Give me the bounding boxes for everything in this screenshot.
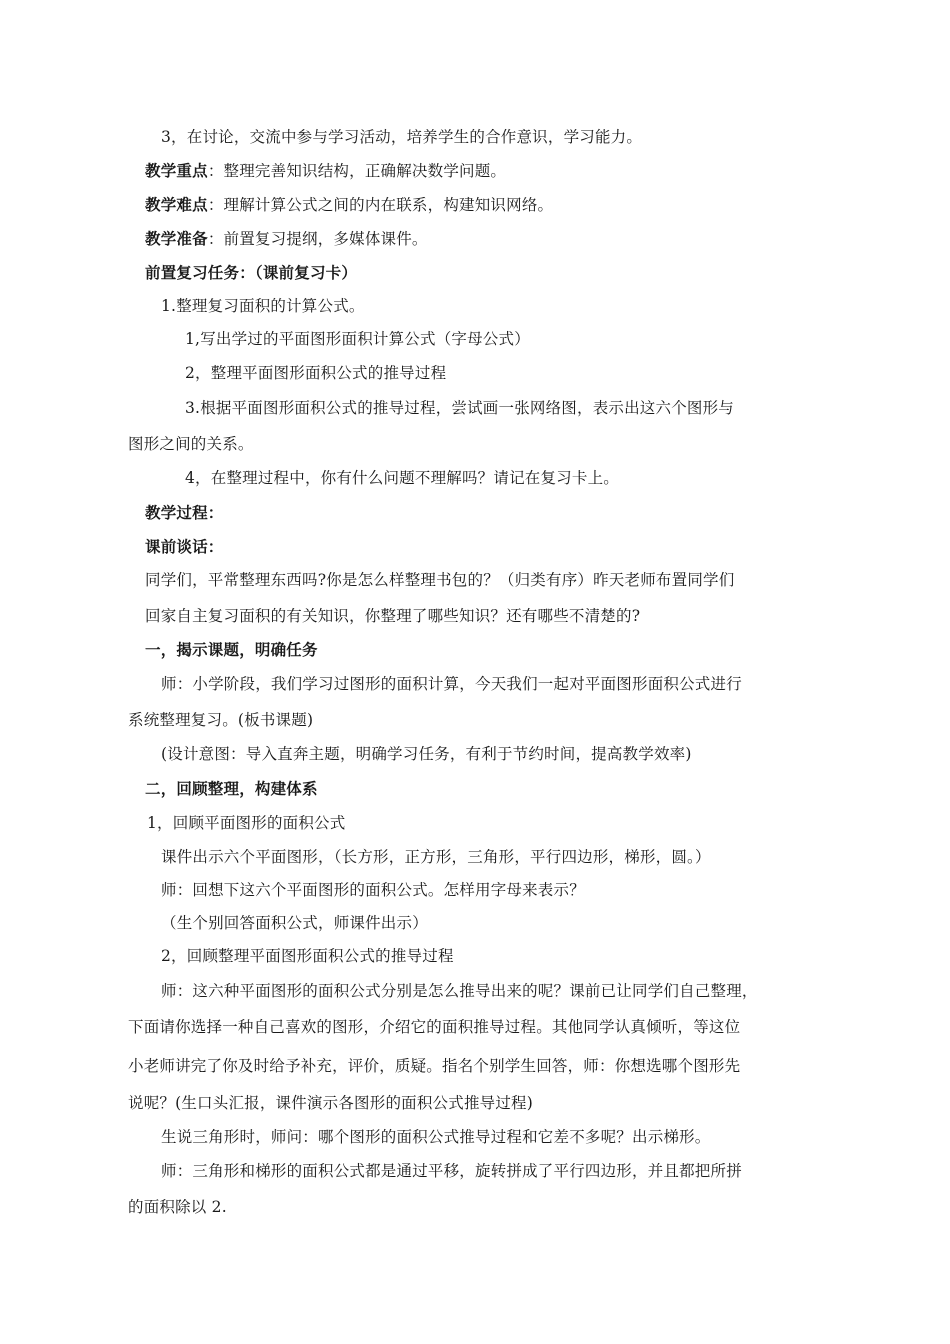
- pre-review-sub-3: 3.根据平面图形面积公式的推导过程，尝试画一张网络图，表示出这六个图形与: [185, 399, 734, 417]
- difficult-points: [145, 195, 553, 215]
- section-1-para-line-2: 系统整理复习。(板书课题): [128, 711, 314, 729]
- section-2-sub-1: 1，回顾平面图形的面积公式: [147, 814, 346, 832]
- difficult-points-label: 教学难点: [145, 195, 208, 214]
- pre-review-heading: 前置复习任务：（课前复习卡）: [145, 263, 358, 282]
- preparation-label: 教学准备: [145, 229, 208, 248]
- process-heading: 教学过程：: [145, 503, 224, 522]
- courseware-shapes: 课件出示六个平面图形，（长方形，正方形，三角形，平行四边形，梯形，圆。）: [161, 848, 711, 866]
- objective-3: 3，在讨论，交流中参与学习活动，培养学生的合作意识，学习能力。: [161, 128, 643, 146]
- student-answer-note: （生个别回答面积公式，师课件出示）: [161, 914, 428, 932]
- section-2-sub-2: 2，回顾整理平面图形面积公式的推导过程: [161, 947, 454, 965]
- preparation-text: ：前置复习提纲，多媒体课件。: [207, 230, 428, 248]
- section-1-para-line-1: 师：小学阶段，我们学习过图形的面积计算，今天我们一起对平面图形面积公式进行: [161, 675, 742, 693]
- pre-class-talk-heading: 课前谈话：: [145, 537, 224, 556]
- talk-para-line-1: 同学们，平常整理东西吗?你是怎么样整理书包的？（归类有序）昨天老师布置同学们: [145, 571, 735, 589]
- pre-review-sub-3-cont: 图形之间的关系。: [128, 435, 254, 453]
- summary-line-1: 师：三角形和梯形的面积公式都是通过平移，旋转拼成了平行四边形，并且都把所拼: [161, 1162, 742, 1180]
- key-points-text: ：整理完善知识结构，正确解决数学问题。: [207, 162, 507, 180]
- summary-line-2: 的面积除以 2.: [128, 1198, 227, 1216]
- derivation-para-line-4: 说呢？(生口头汇报，课件演示各图形的面积公式推导过程): [128, 1094, 533, 1112]
- preparation: [145, 229, 428, 249]
- section-2-heading: 二，回顾整理，构建体系: [145, 779, 318, 798]
- pre-review-sub-1: 1,写出学过的平面图形面积计算公式（字母公式）: [185, 330, 530, 348]
- key-points: [145, 161, 506, 181]
- pre-review-sub-4: 4，在整理过程中，你有什么问题不理解吗？请记在复习卡上。: [185, 469, 619, 487]
- pre-review-sub-2: 2，整理平面图形面积公式的推导过程: [185, 364, 447, 382]
- teacher-question-formulas: 师：回想下这六个平面图形的面积公式。怎样用字母来表示？: [161, 881, 585, 899]
- key-points-label: 教学重点: [145, 161, 208, 180]
- triangle-note: 生说三角形时，师问：哪个图形的面积公式推导过程和它差不多呢？出示梯形。: [161, 1128, 711, 1146]
- section-1-heading: 一，揭示课题，明确任务: [145, 640, 318, 659]
- difficult-points-text: ：理解计算公式之间的内在联系，构建知识网络。: [207, 196, 554, 214]
- derivation-para-line-1: 师：这六种平面图形的面积公式分别是怎么推导出来的呢？课前已让同学们自己整理，: [161, 982, 758, 1000]
- derivation-para-line-2: 下面请你选择一种自己喜欢的图形，介绍它的面积推导过程。其他同学认真倾听，等这位: [128, 1018, 741, 1036]
- design-intent-note: (设计意图：导入直奔主题，明确学习任务，有利于节约时间，提高教学效率): [161, 745, 692, 763]
- derivation-para-line-3: 小老师讲完了你及时给予补充，评价，质疑。指名个别学生回答，师：你想选哪个图形先: [128, 1057, 741, 1075]
- pre-review-item-1: 1.整理复习面积的计算公式。: [161, 297, 365, 315]
- talk-para-line-2: 回家自主复习面积的有关知识，你整理了哪些知识？还有哪些不清楚的?: [145, 607, 641, 625]
